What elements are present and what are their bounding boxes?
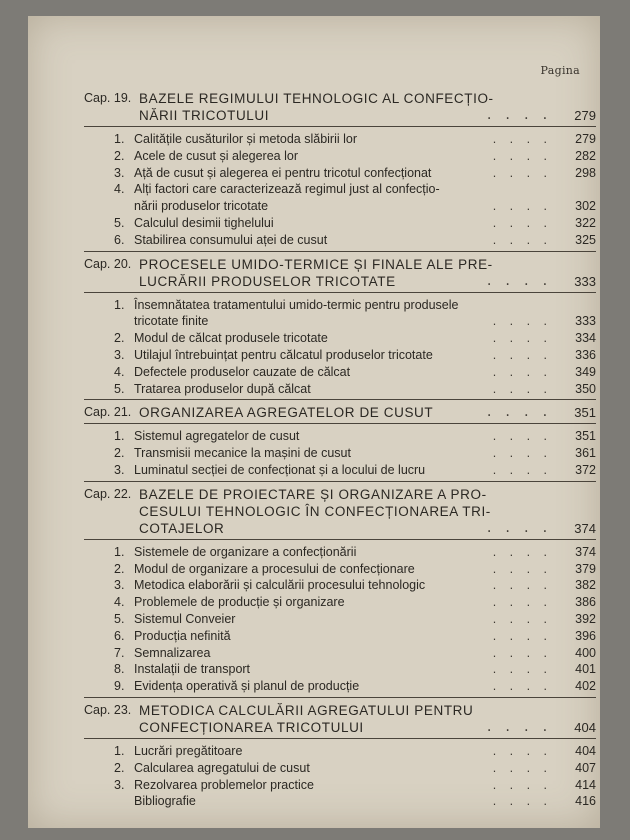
entry-page-number: 279 bbox=[575, 132, 596, 146]
toc-entry bbox=[84, 198, 596, 215]
leader-dots: . . . . bbox=[486, 404, 552, 421]
toc-entry bbox=[84, 181, 596, 198]
toc-entry bbox=[84, 594, 596, 611]
entry-number: 2. bbox=[114, 331, 125, 346]
toc-entry bbox=[84, 347, 596, 364]
chapter-title-line bbox=[84, 256, 596, 273]
entry-page-number: 372 bbox=[575, 462, 596, 477]
entry-number: 1. bbox=[114, 132, 125, 146]
chapter-rule bbox=[84, 539, 596, 540]
chapter-page-number: 374 bbox=[574, 520, 596, 536]
entry-title: Calcularea agregatului de cusut bbox=[134, 760, 310, 775]
entry-page-number: 404 bbox=[575, 743, 596, 758]
toc-entry bbox=[84, 381, 596, 398]
entry-title: Semnalizarea bbox=[134, 645, 211, 660]
entry-page-number: 379 bbox=[575, 561, 596, 576]
chapter-title-line bbox=[84, 520, 596, 537]
entry-title: Calculul desimii tighelului bbox=[134, 215, 274, 230]
leader-dots: . . . . bbox=[492, 628, 552, 643]
entry-number: 1. bbox=[114, 544, 125, 559]
leader-dots: . . . . bbox=[492, 662, 552, 677]
entry-number: 4. bbox=[114, 595, 125, 610]
entry-page-number: 401 bbox=[575, 662, 596, 677]
chapter-number: Cap. 23. bbox=[84, 702, 132, 717]
entry-title: Sistemele de organizare a confecționării bbox=[134, 544, 357, 559]
entry-number: 5. bbox=[114, 381, 125, 396]
entry-number: 1. bbox=[114, 429, 125, 444]
entry-number: 3. bbox=[114, 165, 125, 180]
leader-dots: . . . . bbox=[486, 519, 552, 536]
entry-page-number: 325 bbox=[575, 232, 596, 247]
entry-title: Stabilirea consumului aței de cusut bbox=[134, 232, 328, 247]
entry-page-number: 374 bbox=[575, 544, 596, 559]
entry-number: 9. bbox=[114, 679, 125, 694]
chapter-page-number: 279 bbox=[574, 108, 596, 123]
chapter-title-line bbox=[84, 486, 596, 503]
leader-dots: . . . . bbox=[492, 314, 552, 329]
chapter-number: Cap. 19. bbox=[84, 91, 132, 105]
toc-entry bbox=[84, 131, 596, 148]
entry-title: Alți factori care caracterizează regimul just al confecțio- bbox=[134, 182, 440, 197]
leader-dots: . . . . bbox=[492, 429, 552, 444]
entry-number: 1. bbox=[114, 743, 125, 758]
toc-entry bbox=[84, 645, 596, 662]
toc-entry bbox=[84, 793, 596, 810]
entry-title: Bibliografie bbox=[134, 794, 196, 809]
leader-dots: . . . . bbox=[492, 777, 552, 792]
chapter-title: COTAJELOR bbox=[139, 520, 225, 536]
leader-dots: . . . . bbox=[492, 215, 552, 230]
section-rule bbox=[84, 251, 596, 252]
book-page bbox=[28, 16, 600, 828]
entry-title: Însemnătatea tratamentului umido-termic pentru produsele bbox=[134, 297, 459, 312]
chapter-title: ORGANIZAREA AGREGATELOR DE CUSUT bbox=[139, 405, 434, 421]
toc-entry bbox=[84, 313, 596, 330]
chapter-title-line bbox=[84, 702, 596, 719]
chapter-title-line bbox=[84, 503, 596, 520]
chapter-page-number: 351 bbox=[574, 405, 596, 421]
leader-dots: . . . . bbox=[492, 331, 552, 346]
leader-dots: . . . . bbox=[492, 743, 552, 758]
leader-dots: . . . . bbox=[492, 679, 552, 694]
chapter-title: METODICA CALCULĂRII AGREGATULUI PENTRU bbox=[139, 702, 474, 718]
entry-title: Utilajul întrebuințat pentru călcatul produselor tricotate bbox=[134, 347, 433, 362]
chapter-rule bbox=[84, 126, 596, 127]
entry-title: Transmisii mecanice la mașini de cusut bbox=[134, 446, 351, 461]
chapter-title: BAZELE DE PROIECTARE ȘI ORGANIZARE A PRO- bbox=[139, 486, 487, 502]
toc-entry bbox=[84, 148, 596, 165]
entry-number: 4. bbox=[114, 364, 125, 379]
toc-entry bbox=[84, 330, 596, 347]
entry-title: Sistemul agregatelor de cusut bbox=[134, 429, 300, 444]
entry-number: 8. bbox=[114, 662, 125, 677]
entry-number: 3. bbox=[114, 462, 125, 477]
chapter-block bbox=[84, 90, 596, 252]
chapter-block bbox=[84, 256, 596, 401]
toc-entry bbox=[84, 165, 596, 182]
leader-dots: . . . . bbox=[492, 165, 552, 180]
entry-title: Ață de cusut și alegerea ei pentru tricotul confecționat bbox=[134, 165, 432, 180]
chapter-title-line bbox=[84, 719, 596, 736]
chapter-title: BAZELE REGIMULUI TEHNOLOGIC AL CONFECȚIO- bbox=[139, 91, 494, 106]
entry-page-number: 416 bbox=[575, 794, 596, 809]
entry-page-number: 392 bbox=[575, 611, 596, 626]
entry-number: 5. bbox=[114, 611, 125, 626]
entry-title: Calitățile cusăturilor și metoda slăbirii lor bbox=[134, 132, 357, 146]
leader-dots: . . . . bbox=[492, 645, 552, 660]
chapter-title: CESULUI TEHNOLOGIC ÎN CONFECȚIONAREA TRI- bbox=[139, 503, 491, 519]
leader-dots: . . . . bbox=[492, 760, 552, 775]
entry-page-number: 351 bbox=[575, 429, 596, 444]
leader-dots: . . . . bbox=[492, 561, 552, 576]
chapter-title-line bbox=[84, 107, 596, 124]
table-of-contents bbox=[84, 90, 596, 810]
entry-number: 3. bbox=[114, 777, 125, 792]
entry-page-number: 282 bbox=[575, 148, 596, 163]
toc-entry bbox=[84, 628, 596, 645]
toc-entry bbox=[84, 445, 596, 462]
entry-title: Rezolvarea problemelor practice bbox=[134, 777, 314, 792]
toc-entry bbox=[84, 611, 596, 628]
chapter-number: Cap. 21. bbox=[84, 405, 132, 420]
entry-title: Modul de călcat produsele tricotate bbox=[134, 331, 328, 346]
leader-dots: . . . . bbox=[486, 272, 552, 289]
entry-number: 3. bbox=[114, 347, 125, 362]
entry-title: Acele de cusut și alegerea lor bbox=[134, 148, 298, 163]
entry-page-number: 336 bbox=[575, 347, 596, 362]
entry-number: 2. bbox=[114, 561, 125, 576]
entry-number: 2. bbox=[114, 446, 125, 461]
toc-entry bbox=[84, 678, 596, 695]
entry-page-number: 349 bbox=[575, 364, 596, 379]
chapter-title-line bbox=[84, 273, 596, 290]
chapter-rule bbox=[84, 738, 596, 739]
chapter-rule bbox=[84, 423, 596, 424]
leader-dots: . . . . bbox=[492, 578, 552, 593]
entry-title: Evidența operativă și planul de producție bbox=[134, 679, 360, 694]
leader-dots: . . . . bbox=[492, 148, 552, 163]
entry-number: 2. bbox=[114, 760, 125, 775]
toc-entry bbox=[84, 544, 596, 561]
toc-entry bbox=[84, 743, 596, 760]
chapter-block bbox=[84, 702, 596, 810]
chapter-title-line bbox=[84, 90, 596, 107]
entry-page-number: 382 bbox=[575, 578, 596, 593]
entry-page-number: 298 bbox=[575, 165, 596, 180]
entry-number: 5. bbox=[114, 215, 125, 230]
chapter-title: LUCRĂRII PRODUSELOR TRICOTATE bbox=[139, 273, 396, 289]
leader-dots: . . . . bbox=[492, 132, 552, 146]
chapter-page-number: 404 bbox=[574, 719, 596, 735]
chapter-page-number: 333 bbox=[574, 273, 596, 289]
toc-entry bbox=[84, 777, 596, 794]
entry-page-number: 334 bbox=[575, 331, 596, 346]
entry-page-number: 414 bbox=[575, 777, 596, 792]
toc-entry bbox=[84, 462, 596, 479]
chapter-title-line bbox=[84, 404, 596, 421]
entry-title: Tratarea produselor după călcat bbox=[134, 381, 311, 396]
toc-entry bbox=[84, 577, 596, 594]
pagina-label: Pagina bbox=[540, 64, 580, 77]
chapter-rule bbox=[84, 292, 596, 293]
chapter-block bbox=[84, 486, 596, 698]
entry-page-number: 400 bbox=[575, 645, 596, 660]
leader-dots: . . . . bbox=[492, 199, 552, 214]
entry-title: Problemele de producție și organizare bbox=[134, 595, 345, 610]
toc-entry bbox=[84, 428, 596, 445]
entry-title: Sistemul Conveier bbox=[134, 611, 236, 626]
entry-number: 2. bbox=[114, 148, 125, 163]
entry-title: Modul de organizare a procesului de confecționare bbox=[134, 561, 415, 576]
entry-title: Lucrări pregătitoare bbox=[134, 743, 243, 758]
entry-page-number: 333 bbox=[575, 314, 596, 329]
entry-number: 3. bbox=[114, 578, 125, 593]
entry-title: tricotate finite bbox=[134, 314, 209, 329]
section-rule bbox=[84, 399, 596, 400]
entry-page-number: 396 bbox=[575, 628, 596, 643]
toc-entry bbox=[84, 561, 596, 578]
chapter-title: PROCESELE UMIDO-TERMICE ȘI FINALE ALE PRE- bbox=[139, 256, 493, 272]
toc-entry bbox=[84, 364, 596, 381]
leader-dots: . . . . bbox=[492, 446, 552, 461]
toc-entry bbox=[84, 215, 596, 232]
chapter-number: Cap. 20. bbox=[84, 256, 132, 271]
entry-page-number: 322 bbox=[575, 215, 596, 230]
entry-title: Defectele produselor cauzate de călcat bbox=[134, 364, 351, 379]
entry-page-number: 350 bbox=[575, 381, 596, 396]
toc-entry bbox=[84, 232, 596, 249]
leader-dots: . . . . bbox=[492, 544, 552, 559]
entry-page-number: 386 bbox=[575, 595, 596, 610]
leader-dots: . . . . bbox=[492, 232, 552, 247]
entry-number: 1. bbox=[114, 297, 125, 312]
entry-title: Luminatul secției de confecționat și a locului de lucru bbox=[134, 462, 426, 477]
entry-title: Metodica elaborării și calculării procesului tehnologic bbox=[134, 578, 426, 593]
toc-entry bbox=[84, 760, 596, 777]
leader-dots: . . . . bbox=[492, 611, 552, 626]
entry-number: 6. bbox=[114, 232, 125, 247]
leader-dots: . . . . bbox=[492, 381, 552, 396]
chapter-title: CONFECȚIONAREA TRICOTULUI bbox=[139, 719, 364, 735]
leader-dots: . . . . bbox=[492, 364, 552, 379]
chapter-title: NĂRII TRICOTULUI bbox=[139, 108, 270, 123]
entry-page-number: 361 bbox=[575, 446, 596, 461]
leader-dots: . . . . bbox=[486, 107, 552, 123]
leader-dots: . . . . bbox=[492, 595, 552, 610]
chapter-block bbox=[84, 404, 596, 481]
entry-page-number: 407 bbox=[575, 760, 596, 775]
section-rule bbox=[84, 481, 596, 482]
chapter-number: Cap. 22. bbox=[84, 486, 132, 501]
entry-title: Instalații de transport bbox=[134, 662, 251, 677]
entry-page-number: 302 bbox=[575, 199, 596, 214]
entry-number: 6. bbox=[114, 628, 125, 643]
entry-title: Producția nefinită bbox=[134, 628, 231, 643]
leader-dots: . . . . bbox=[486, 718, 552, 735]
leader-dots: . . . . bbox=[492, 347, 552, 362]
entry-number: 7. bbox=[114, 645, 125, 660]
entry-title: nării produselor tricotate bbox=[134, 199, 269, 214]
entry-number: 4. bbox=[114, 182, 125, 197]
entry-page-number: 402 bbox=[575, 679, 596, 694]
section-rule bbox=[84, 697, 596, 698]
toc-entry bbox=[84, 297, 596, 314]
leader-dots: . . . . bbox=[492, 462, 552, 477]
toc-entry bbox=[84, 661, 596, 678]
leader-dots: . . . . bbox=[492, 794, 552, 809]
